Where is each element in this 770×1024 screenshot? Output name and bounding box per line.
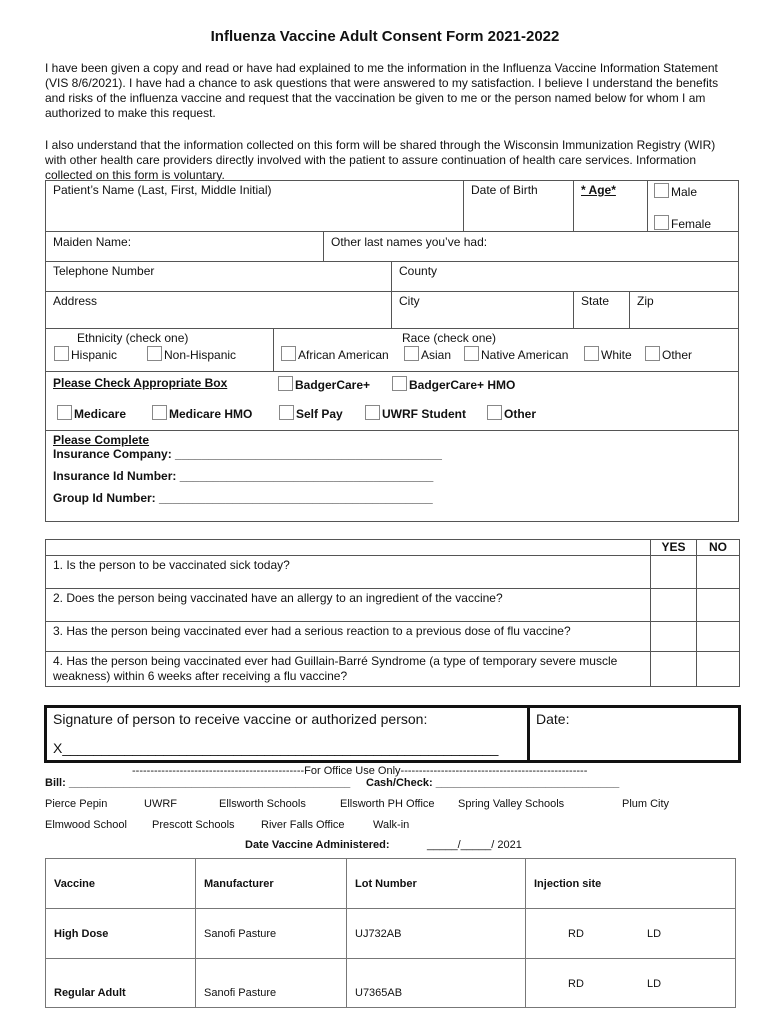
self-pay-checkbox[interactable] xyxy=(279,405,294,420)
insurance-other-option[interactable]: Other xyxy=(487,405,536,421)
location-walk-in[interactable]: Walk-in xyxy=(373,819,410,831)
signature-line[interactable]: X________________________________________________________ xyxy=(53,740,499,756)
location-river-falls-office[interactable]: River Falls Office xyxy=(261,819,345,831)
hispanic-checkbox[interactable] xyxy=(54,346,69,361)
injection-rd-option[interactable]: RD xyxy=(568,928,584,940)
injection-ld-option[interactable]: LD xyxy=(647,978,662,990)
yes-header: YES xyxy=(650,539,697,556)
vaccine-header: Vaccine xyxy=(45,858,196,909)
dob-field[interactable]: Date of Birth xyxy=(463,180,574,232)
non-hispanic-option[interactable]: Non-Hispanic xyxy=(147,346,236,362)
cash-check-field[interactable]: Cash/Check: ______________________________ xyxy=(366,777,620,789)
insurance-id-field[interactable]: Insurance Id Number: ______________________________________ xyxy=(53,469,434,483)
badgercare-hmo-option[interactable]: BadgerCare+ HMO xyxy=(392,376,515,392)
injection-site-header: Injection site xyxy=(525,858,736,909)
lot-number-cell: UJ732AB xyxy=(346,908,526,959)
insurance-details-section xyxy=(45,430,739,522)
injection-ld-option[interactable]: LD xyxy=(647,928,662,940)
age-field[interactable]: * Age* xyxy=(573,180,648,232)
question-4-yes[interactable] xyxy=(650,651,697,687)
manufacturer-cell: Sanofi Pasture xyxy=(195,908,347,959)
signature-date-field[interactable]: Date: xyxy=(536,711,570,727)
question-4: 4. Has the person being vaccinated ever had Guillain-Barré Syndrome (a type of temporary severe muscle weakness) within 6 weeks after receiving a flu vaccine? xyxy=(45,651,651,687)
uwrf-student-checkbox[interactable] xyxy=(365,405,380,420)
race-asian[interactable]: Asian xyxy=(404,346,451,362)
form-title: Influenza Vaccine Adult Consent Form 2021-2022 xyxy=(210,28,560,45)
group-id-field[interactable]: Group Id Number: _________________________________________ xyxy=(53,491,433,505)
hispanic-option[interactable]: Hispanic xyxy=(54,346,117,362)
questions-header-blank xyxy=(45,539,651,556)
lot-number-cell: U7365AB xyxy=(346,958,526,1008)
date-administered-field[interactable]: _____/_____/ 2021 xyxy=(427,839,522,851)
zip-field[interactable]: Zip xyxy=(629,291,739,329)
medicare-hmo-checkbox[interactable] xyxy=(152,405,167,420)
lot-number-header: Lot Number xyxy=(346,858,526,909)
question-2-no[interactable] xyxy=(696,588,740,622)
question-2-yes[interactable] xyxy=(650,588,697,622)
race-native-american[interactable]: Native American xyxy=(464,346,568,362)
race-other[interactable]: Other xyxy=(645,346,692,362)
office-use-header: -----------------------------------------------For Office Use Only--------------------------------------------------- xyxy=(132,765,588,777)
self-pay-option[interactable]: Self Pay xyxy=(279,405,343,421)
patient-name-field[interactable]: Patient’s Name (Last, First, Middle Initial) xyxy=(45,180,464,232)
injection-site-cell xyxy=(525,958,736,1008)
signature-box xyxy=(44,705,741,763)
badgercare-checkbox[interactable] xyxy=(278,376,293,391)
vaccine-row-high-dose: High Dose xyxy=(45,908,196,959)
location-pierce-pepin[interactable]: Pierce Pepin xyxy=(45,798,108,810)
manufacturer-header: Manufacturer xyxy=(195,858,347,909)
state-field[interactable]: State xyxy=(573,291,630,329)
medicare-option[interactable]: Medicare xyxy=(57,405,126,421)
manufacturer-cell: Sanofi Pasture xyxy=(195,958,347,1008)
location-ellsworth-schools[interactable]: Ellsworth Schools xyxy=(219,798,306,810)
no-header: NO xyxy=(696,539,740,556)
city-field[interactable]: City xyxy=(391,291,574,329)
white-checkbox[interactable] xyxy=(584,346,599,361)
question-2: 2. Does the person being vaccinated have an allergy to an ingredient of the vaccine? xyxy=(45,588,651,622)
race-section xyxy=(273,328,739,372)
race-label: Race (check one) xyxy=(402,331,497,345)
consent-paragraph: I have been given a copy and read or have had explained to me the information in the Influenza Vaccine Information Statement (VIS 8/6/2021). I have had a chance to ask questions that were answered to my satisfaction. I believe I understand the benefits and risks of the influenza vaccine and request that the vaccination be given to me or the person named below for whom I am authorized to make this request. xyxy=(45,61,719,120)
signature-label: Signature of person to receive vaccine or authorized person: xyxy=(53,711,428,727)
question-1: 1. Is the person to be vaccinated sick today? xyxy=(45,555,651,589)
asian-checkbox[interactable] xyxy=(404,346,419,361)
vaccine-row-regular-adult: Regular Adult xyxy=(45,958,196,1008)
telephone-field[interactable]: Telephone Number xyxy=(45,261,392,292)
race-other-checkbox[interactable] xyxy=(645,346,660,361)
location-elmwood-school[interactable]: Elmwood School xyxy=(45,819,127,831)
male-option[interactable]: Male xyxy=(654,183,697,199)
race-african-american[interactable]: African American xyxy=(281,346,389,362)
question-1-no[interactable] xyxy=(696,555,740,589)
location-prescott-schools[interactable]: Prescott Schools xyxy=(152,819,235,831)
medicare-checkbox[interactable] xyxy=(57,405,72,420)
question-3: 3. Has the person being vaccinated ever had a serious reaction to a previous dose of flu vaccine? xyxy=(45,621,651,652)
injection-rd-option[interactable]: RD xyxy=(568,978,584,990)
ethnicity-label: Ethnicity (check one) xyxy=(77,331,189,345)
maiden-name-field[interactable]: Maiden Name: xyxy=(45,231,324,262)
insurance-company-field[interactable]: Insurance Company: ________________________________________ xyxy=(53,447,442,461)
question-1-yes[interactable] xyxy=(650,555,697,589)
please-complete-label: Please Complete xyxy=(53,433,150,447)
african-american-checkbox[interactable] xyxy=(281,346,296,361)
female-checkbox[interactable] xyxy=(654,215,669,230)
gender-field xyxy=(647,180,739,232)
location-ellsworth-ph-office[interactable]: Ellsworth PH Office xyxy=(340,798,435,810)
uwrf-student-option[interactable]: UWRF Student xyxy=(365,405,466,421)
date-administered-label: Date Vaccine Administered: xyxy=(245,839,390,851)
other-names-field[interactable]: Other last names you’ve had: xyxy=(323,231,739,262)
address-field[interactable]: Address xyxy=(45,291,392,329)
male-checkbox[interactable] xyxy=(654,183,669,198)
check-box-instruction: Please Check Appropriate Box xyxy=(53,376,228,390)
non-hispanic-checkbox[interactable] xyxy=(147,346,162,361)
ethnicity-section xyxy=(45,328,274,372)
question-3-yes[interactable] xyxy=(650,621,697,652)
insurance-other-checkbox[interactable] xyxy=(487,405,502,420)
race-white[interactable]: White xyxy=(584,346,632,362)
location-uwrf[interactable]: UWRF xyxy=(144,798,177,810)
county-field[interactable]: County xyxy=(391,261,739,292)
badgercare-hmo-checkbox[interactable] xyxy=(392,376,407,391)
female-option[interactable]: Female xyxy=(654,215,711,231)
medicare-hmo-option[interactable]: Medicare HMO xyxy=(152,405,252,421)
privacy-paragraph: I also understand that the information collected on this form will be shared through the Wisconsin Immunization Registry (WIR) with other health care providers directly involved with the patient to assure continuation of health care services. Information collected on this form is voluntary. xyxy=(45,138,716,182)
native-american-checkbox[interactable] xyxy=(464,346,479,361)
question-4-no[interactable] xyxy=(696,651,740,687)
signature-divider xyxy=(527,708,530,760)
bill-field[interactable]: Bill: ______________________________________________ xyxy=(45,777,351,789)
location-spring-valley-schools[interactable]: Spring Valley Schools xyxy=(458,798,565,810)
question-3-no[interactable] xyxy=(696,621,740,652)
location-plum-city[interactable]: Plum City xyxy=(622,798,670,810)
badgercare-option[interactable]: BadgerCare+ xyxy=(278,376,370,392)
injection-site-cell xyxy=(525,908,736,959)
insurance-type-section xyxy=(45,371,739,431)
